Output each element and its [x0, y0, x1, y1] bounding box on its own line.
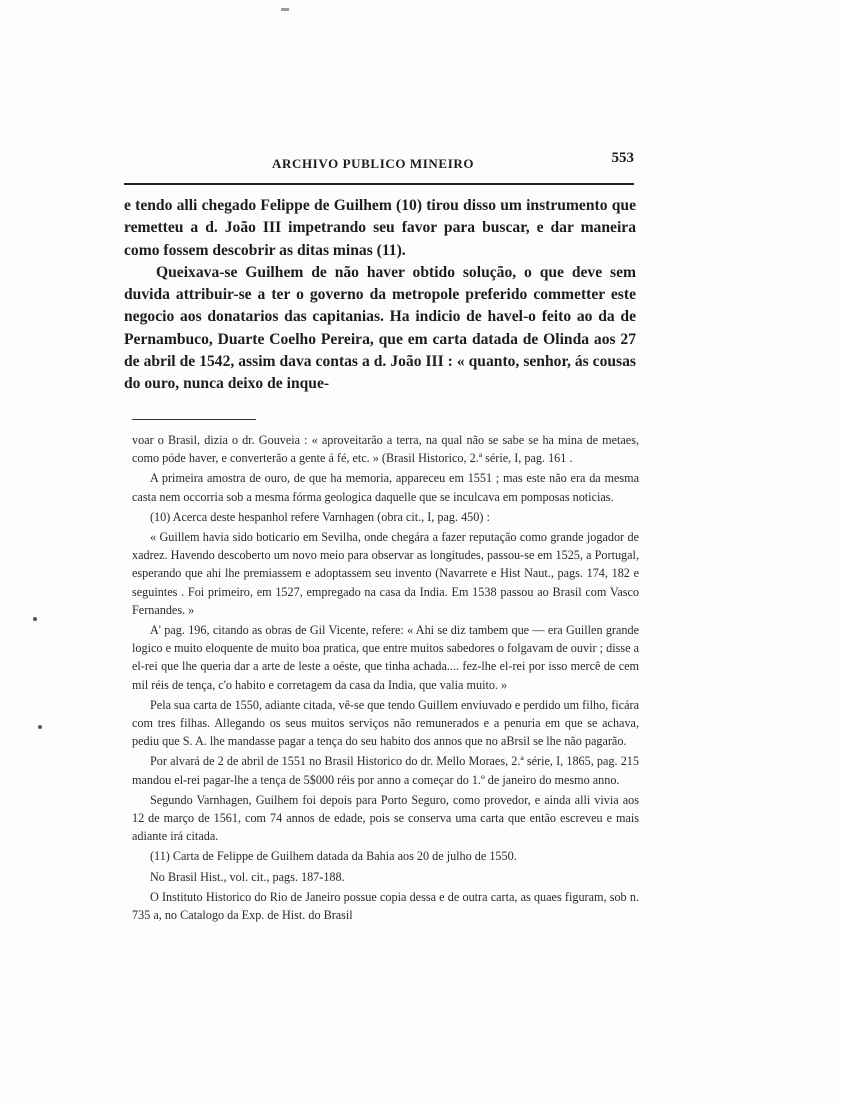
footnote-paragraph: (10) Acerca deste hespanhol refere Varnhagen (obra cit., I, pag. 450) :	[150, 509, 490, 524]
footnote-paragraph: « Guillem havia sido boticario em Sevilha, onde chegára a fazer reputação como grande jogador de xadrez. Havendo descoberto um novo meio para observar as longitudes, passou-se em 1525, a Portugal, esperando que ahi lhe premiassem e adoptassem seu invento (Navarrete e Hist Naut., pags. 174, 182 e seguintes . Foi primeiro, em 1527, empregado na casa da India. Em 1538 passou ao Brasil com Vasco Fernandes. »	[132, 530, 639, 617]
footnote-paragraph: O Instituto Historico do Rio de Janeiro possue copia dessa e de outra carta, as quaes figuram, sob n. 735 a, no Catalogo da Exp. de Hist. do Brasil	[132, 889, 639, 923]
margin-speck	[38, 725, 42, 729]
footnote-rule	[132, 419, 256, 420]
footnotes	[132, 431, 639, 926]
running-head: ARCHIVO PUBLICO MINEIRO	[272, 156, 475, 171]
footnote-paragraph: A' pag. 196, citando as obras de Gil Vicente, refere: « Ahi se diz tambem que — era Guillen grande logico e muito eloquente de muito boa pratica, que entre muitos sabedores o folgavam de ouvir ; disse a el-rei que lhe queria dar a arte de leste a oéste, que tinha achada.... fez-lhe el-rei por isso mercê de cem mil réis de tença, c'o habito e corretagem da casa da India, que valia muito. »	[132, 623, 639, 692]
main-paragraph: e tendo alli chegado Felippe de Guilhem (10) tirou disso um instrumento que remetteu a d. João III impetrando seu favor para buscar, e dar maneira como fossem descobrir as ditas minas (11).	[124, 197, 636, 259]
footnote-paragraph: Por alvará de 2 de abril de 1551 no Brasil Historico do dr. Mello Moraes, 2.ª série, I, 1865, pag. 215 mandou el-rei pagar-lhe a tença de 5$000 réis por anno a começar do 1.º de janeiro do mesmo anno.	[132, 754, 639, 787]
footnote-paragraph: Segundo Varnhagen, Guilhem foi depois para Porto Seguro, como provedor, e ainda alli vivia aos 12 de março de 1561, com 74 annos de edade, pois se conserva uma carta que então escreveu e mais adiante irá citada.	[132, 792, 639, 844]
scan-mark	[281, 8, 289, 11]
page-header	[272, 150, 634, 172]
footnote-paragraph: (11) Carta de Felippe de Guilhem datada da Bahia aos 20 de julho de 1550.	[150, 849, 517, 864]
footnote-paragraph: voar o Brasil, dizia o dr. Gouveia : « aproveitarão a terra, na qual não se sabe se ha mina de metaes, como póde haver, e converterão a gente á fé, etc. » (Brasil Historico, 2.ª série, I, pag. 161 .	[132, 433, 639, 466]
margin-speck	[33, 617, 37, 621]
header-rule	[124, 183, 634, 185]
footnote-paragraph: Pela sua carta de 1550, adiante citada, vê-se que tendo Guillem enviuvado e perdido um filho, ficára com tres filhas. Allegando os seus muitos serviços não remunerados e a penuria em que se achava, pediu que S. A. lhe mandasse pagar a tença do seu habito dos annos que no aBrsil se lhe não pagarão.	[132, 697, 640, 749]
main-paragraph: Queixava-se Guilhem de não haver obtido solução, o que deve sem duvida attribuir-se a ter o governo da metropole preferido commetter este negocio aos donatarios das capitanias. Ha indicio de havel-o feito ao da de Pernambuco, Duarte Coelho Pereira, que em carta datada de Olinda aos 27 de abril de 1542, assim dava contas a d. João III : « quanto, senhor, ás cousas do ouro, nunca deixo de inque-	[124, 263, 636, 393]
footnote-paragraph: A primeira amostra de ouro, de que ha memoria, appareceu em 1551 ; mas este não era da mesma casta nem occorria sob a mesma fórma geologica daquelle que se inculcava em pomposas noticias.	[132, 471, 639, 504]
main-text	[124, 195, 636, 396]
footnote-paragraph: No Brasil Hist., vol. cit., pags. 187-188.	[150, 869, 345, 884]
page-number: 553	[611, 150, 634, 166]
